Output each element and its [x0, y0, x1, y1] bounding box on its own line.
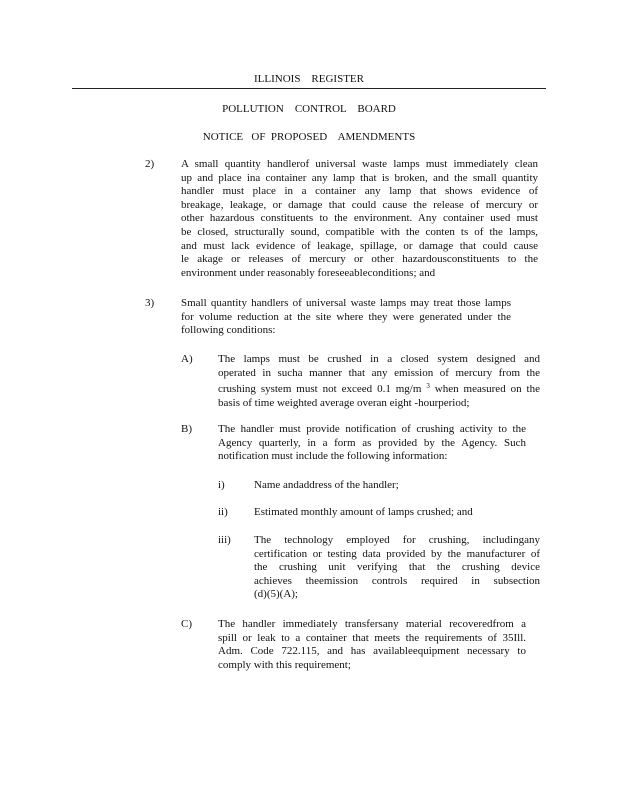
header-register: ILLINOIS REGISTER — [254, 73, 364, 85]
text-line: spill or leak to a container that meets the requirements of 35Ill. — [218, 631, 526, 644]
text-line: be closed, structurally sound, compatible with the conten ts of the lamps, — [181, 225, 538, 238]
text-line: le akage or releases of mercury or other hazardousconstituents to the — [181, 253, 538, 266]
header-notice: NOTICE OF PROPOSED AMENDMENTS — [202, 131, 416, 143]
subsubitem-ii-label: ii) — [218, 506, 228, 518]
text-line: certification or testing data provided by the manufacturer of — [254, 547, 540, 560]
text-line: breakage, leakage, or damage that could cause the release of mercury or — [181, 198, 538, 211]
text-line: handler must place in a container any lamp that shows evidence of — [181, 185, 538, 198]
item-3-label: 3) — [145, 297, 155, 309]
text-line: Estimated monthly amount of lamps crushed; and — [254, 506, 473, 518]
subsubitem-i-label: i) — [218, 479, 225, 491]
text-line: and must lack evidence of leakage, spillage, or damage that could cause — [181, 239, 538, 252]
item-3-text — [181, 297, 511, 338]
text-line: crushing system must not exceed 0.1 mg/m $^3$ when measured on the — [218, 382, 540, 396]
text-line: operated in sucha manner that any emission of mercury from the — [218, 366, 540, 379]
text-line: up and place ina container any lamp that is broken, and the small quantity — [181, 171, 538, 184]
subitem-c-label: C) — [181, 618, 192, 630]
subsubitem-i-text — [254, 479, 514, 493]
subsubitem-ii-text — [254, 506, 514, 520]
text-line: Small quantity handlers of universal waste lamps may treat those lamps — [181, 297, 511, 309]
text-line: Name andaddress of the handler; — [254, 479, 399, 491]
subitem-c-text — [218, 618, 526, 672]
text-line: for volume reduction at the site where they were generated under the — [181, 310, 511, 323]
text-line: notification must include the following information: — [218, 450, 448, 463]
text-line: the crushing unit verifying that the crushing device — [254, 561, 540, 574]
text-line: other hazardous constituents to the environment. Any container used must — [181, 212, 538, 225]
text-line: basis of time weighted average overan eight -hourperiod; — [218, 396, 470, 409]
item-2-text — [181, 158, 538, 280]
item-2-label: 2) — [145, 158, 155, 170]
text-line: A small quantity handlerof universal waste lamps must immediately clean — [181, 158, 538, 170]
text-line: The handler immediately transfersany material recoveredfrom a — [218, 618, 526, 630]
subitem-b-text — [218, 423, 526, 464]
subitem-b-label: B) — [181, 423, 192, 435]
text-line: The lamps must be crushed in a closed system designed and — [218, 353, 540, 365]
header-board: POLLUTION CONTROL BOARD — [222, 103, 396, 115]
text-line: The handler must provide notification of crushing activity to the — [218, 423, 526, 435]
text-line: The technology employed for crushing, includingany — [254, 534, 540, 546]
text-line: achieves theemission controls required in subsection — [254, 574, 540, 587]
header-rule — [72, 88, 546, 89]
subitem-a-text — [218, 353, 540, 410]
text-line: following conditions: — [181, 324, 276, 337]
text-line: Adm. Code 722.115, and has availableequipment necessary to — [218, 645, 526, 658]
text-line: comply with this requirement; — [218, 658, 351, 671]
subitem-a-label: A) — [181, 353, 193, 365]
text-line: environment under reasonably foreseeableconditions; and — [181, 266, 436, 279]
subsubitem-iii-label: iii) — [218, 534, 231, 546]
text-line: Agency quarterly, in a form as provided by the Agency. Such — [218, 436, 526, 449]
text-line: (d)(5)(A); — [254, 588, 298, 601]
subsubitem-iii-text — [254, 534, 540, 602]
